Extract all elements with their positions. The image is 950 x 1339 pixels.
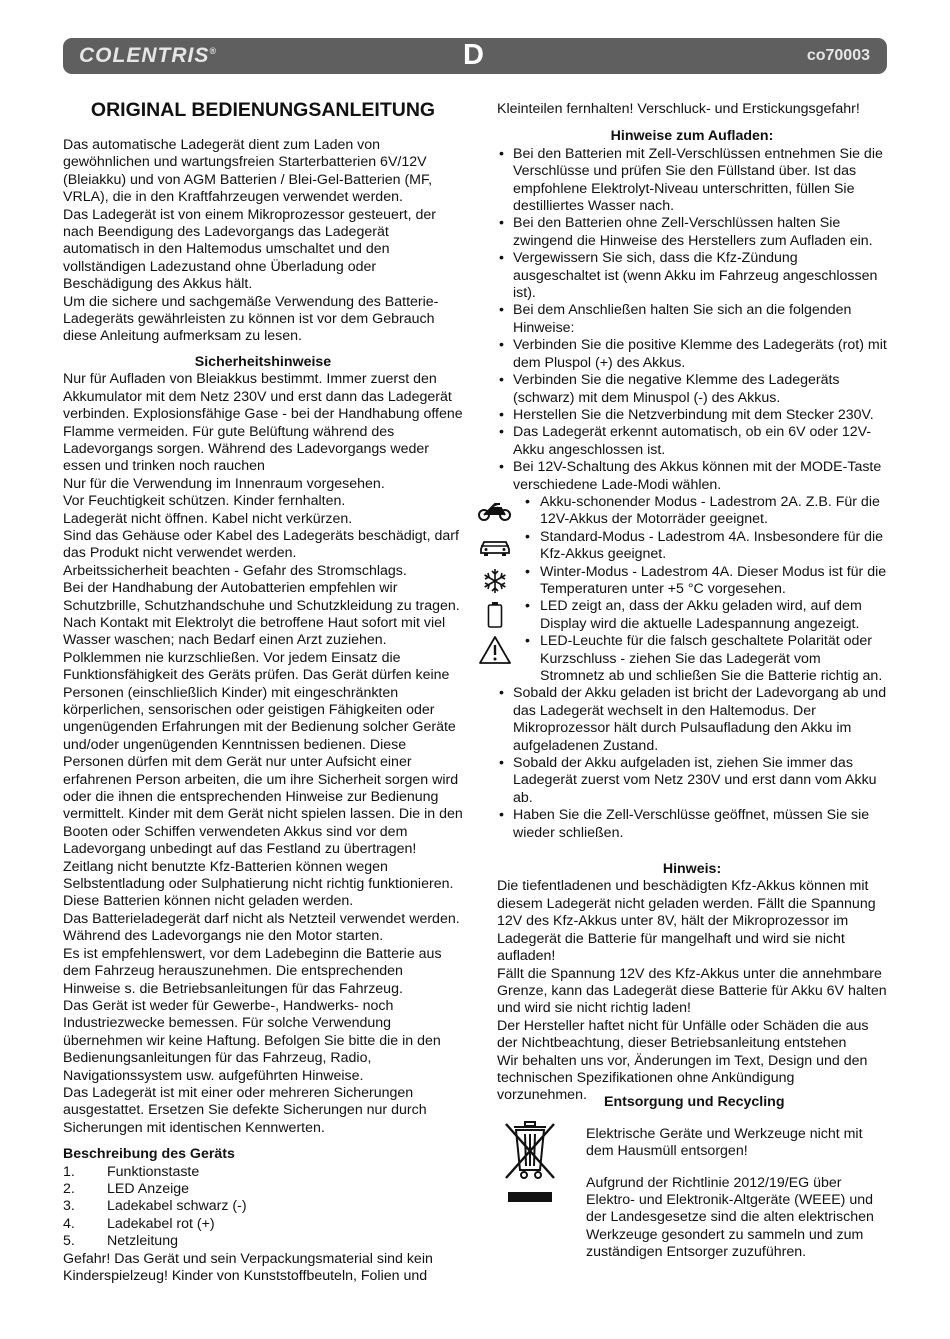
mode-item: • Winter-Modus - Ladestrom 4A. Dieser Modus ist für die Temperaturen unter +5 °C vorgesehen.: [497, 564, 887, 599]
note-paragraph: Der Hersteller haftet nicht für Unfälle oder Schäden die aus der Nichtbeachtung, dieser Betriebsanleitung entstehen: [497, 1017, 869, 1052]
safety-paragraph: Bei der Handhabung der Autobatterien empfehlen wir Schutzbrille, Schutzhandschuhe und Schutzkleidung zu tragen. Nach Kontakt mit Elektrolyt die betroffene Haut sofort mit viel Wasser waschen; nach Bedarf einen Arzt zuziehen.: [63, 580, 460, 649]
device-heading: Beschreibung des Geräts: [63, 1146, 235, 1163]
list-item: • Bei den Batterien mit Zell-Verschlüssen entnehmen Sie die Verschlüsse und prüfen Sie den Füllstand über. Ist das empfohlene Elektrolyt-Niveau unterschritten, füllen Sie destilliertes Wasser nach.: [497, 146, 887, 216]
snowflake-icon: [477, 564, 513, 598]
after-charging-list: [497, 685, 887, 842]
list-item: • Bei 12V-Schaltung des Akkus können mit der MODE-Taste verschiedene Lade-Modi wählen.: [497, 459, 887, 494]
safety-paragraph: Es ist empfehlenswert, vor dem Ladebeginn die Batterie aus dem Fahrzeug herauszunehmen. Die entsprechenden Hinweise s. die Betriebsanleitungen für das Fahrzeug.: [63, 945, 442, 997]
motorcycle-icon: [477, 494, 513, 528]
safety-heading: Sicherheitshinweise: [194, 353, 332, 370]
safety-paragraph: Das Ladegerät ist mit einer oder mehreren Sicherungen ausgestattet. Ersetzen Sie defekte Sicherungen nur durch Sicherungen mit identischen Kennwerten.: [63, 1084, 427, 1136]
list-item: • Bei den Batterien ohne Zell-Verschlüssen halten Sie zwingend die Hinweise des Herstellers zum Aufladen ein.: [497, 215, 887, 250]
list-item: 1. Funktionstaste: [63, 1163, 200, 1180]
intro-paragraph: Das Ladegerät ist von einem Mikroprozessor gesteuert, der nach Beendigung des Ladevorgangs das Ladegerät automatisch in den Haltemodus umschaltet und den vollständigen Ladezustand ohne Überladung oder Beschädigung des Akkus hält.: [63, 206, 436, 293]
danger-paragraph: Gefahr! Das Gerät und sein Verpackungsmaterial sind kein Kinderspielzeug! Kinder von Kunststoffbeuteln, Folien und: [63, 1250, 433, 1284]
list-item: 5. Netzleitung: [63, 1233, 178, 1250]
device-parts-list: [63, 1164, 463, 1251]
mode-list: [497, 494, 887, 685]
mode-item: • Standard-Modus - Ladestrom 4A. Insbesondere für die Kfz-Akkus geeignet.: [497, 529, 887, 564]
safety-paragraph: Sind das Gehäuse oder Kabel des Ladegeräts beschädigt, darf das Produkt nicht verwendet werden.: [63, 527, 459, 562]
list-item: • Bei dem Anschließen halten Sie sich an die folgenden Hinweise:: [497, 302, 887, 337]
disposal-paragraph: Aufgrund der Richtlinie 2012/19/EG über Elektro- und Elektronik-Altgeräte (WEEE) und der Landesgesetze sind die alten elektrischen Werkzeuge gesondert zu sammeln und zum zuständigen Entsorger zuzuführen.: [586, 1174, 874, 1261]
intro-paragraph: Um die sichere und sachgemäße Verwendung des Batterie-Ladegeräts gewährleisten zu können ist vor dem Gebrauch diese Anleitung aufmerksam zu lesen.: [63, 293, 439, 345]
note-paragraph: Fällt die Spannung 12V des Kfz-Akkus unter die annehmbare Grenze, kann das Ladegerät diese Batterie für Akku 6V halten und wird sie nicht richtig laden!: [497, 965, 887, 1017]
safety-paragraph: Das Batterieladegerät darf nicht als Netzteil verwendet werden. Während des Ladevorgangs nie den Motor starten.: [63, 910, 460, 945]
continuation-text: Kleinteilen fernhalten! Verschluck- und Erstickungsgefahr!: [497, 101, 860, 117]
header-bar: [63, 38, 887, 74]
warning-triangle-icon: [477, 633, 513, 667]
car-icon: [477, 529, 513, 563]
safety-paragraph: Nur für die Verwendung im Innenraum vorgesehen.: [63, 475, 385, 492]
charging-heading: Hinweise zum Aufladen:: [610, 128, 774, 145]
brand-logo: COLENTRIS®: [79, 44, 217, 67]
intro-paragraph: Das automatische Ladegerät dient zum Laden von gewöhnlichen und wartungsfreien Starterbatterien 6V/12V (Bleiakku) und von AGM Batterien / Blei-Gel-Batterien (MF, VRLA), die in den Kraftfahrzeugen verwendet werden.: [63, 137, 433, 206]
list-item: • Das Ladegerät erkennt automatisch, ob ein 6V oder 12V-Akku angeschlossen ist.: [497, 424, 887, 459]
list-item: • Haben Sie die Zell-Verschlüsse geöffnet, müssen Sie sie wieder schließen.: [497, 807, 887, 842]
mode-item: • Akku-schonender Modus - Ladestrom 2A. Z.B. Für die 12V-Akkus der Motorräder geeignet.: [497, 494, 887, 529]
right-column: [497, 101, 887, 1105]
list-item: 2. LED Anzeige: [63, 1180, 190, 1197]
note-paragraph: Die tiefentladenen und beschädigten Kfz-Akkus können mit diesem Ladegerät nicht geladen werden. Fällt die Spannung 12V des Kfz-Akkus unter 8V, hält der Mikroprozessor im Ladegerät die Batterie für mangelhaft und wird sie nicht aufladen!: [497, 878, 876, 965]
safety-paragraph: Das Gerät ist weder für Gewerbe-, Handwerks- noch Industriezwecke bemessen. Für solche Verwendung übernehmen wir keine Haftung. Befolgen Sie bitte die in den Bedienungsanleitungen für das Fahrzeug, Radio, Navigationssystem usw. aufgeführten Hinweise.: [63, 997, 441, 1084]
disposal-section: [586, 1094, 886, 1276]
list-item: 4. Ladekabel rot (+): [63, 1215, 215, 1232]
safety-paragraph: Polklemmen nie kurzschließen. Vor jedem Einsatz die Funktionsfähigkeit des Geräts prüfen. Das Gerät dürfen keine Personen (einschließlich Kinder) mit eingeschränkten körperlichen, sensorischen oder geistigen Fähigkeiten oder ungenügenden Erfahrungen mit der Bedienung solcher Geräte und/oder ungenügenden Kenntnissen bedienen. Diese Personen dürfen mit dem Gerät nur unter Aufsicht einer erfahrenen Person arbeiten, die um ihre Sicherheit sorgen wird oder die ihnen die entsprechenden Hinweise zur Bedienung vermittelt. Kinder mit dem Gerät nicht spielen lassen. Die in den Booten oder Schiffen verwendeten Akkus sind vor dem Ladevorgang unbedingt auf das Festland zu übertragen!: [63, 649, 463, 858]
charging-list: [497, 146, 887, 494]
weee-bin-icon: [498, 1118, 562, 1208]
left-column: [63, 98, 463, 1285]
list-item: • Sobald der Akku geladen ist bricht der Ladevorgang ab und das Ladegerät wechselt in den Haltemodus. Der Mikroprozessor hält durch Pulsaufladung den Akku im aufgeladenen Zustand.: [497, 685, 887, 755]
list-item: • Herstellen Sie die Netzverbindung mit dem Stecker 230V.: [497, 407, 887, 424]
safety-paragraph: Ladegerät nicht öffnen. Kabel nicht verkürzen.: [63, 510, 353, 527]
safety-paragraph: Vor Feuchtigkeit schützen. Kinder fernhalten.: [63, 493, 346, 510]
product-code: co70003: [806, 47, 870, 64]
safety-paragraph: Arbeitssicherheit beachten - Gefahr des Stromschlags.: [63, 562, 407, 579]
language-code: D: [463, 39, 484, 71]
disposal-paragraph: Elektrische Geräte und Werkzeuge nicht mit dem Hausmüll entsorgen!: [586, 1125, 863, 1159]
disposal-heading: Entsorgung und Recycling: [604, 1094, 785, 1110]
safety-paragraph: Zeitlang nicht benutzte Kfz-Batterien können wegen Selbstentladung oder Sulphatierung nicht richtig funktionieren. Diese Batterien können nicht geladen werden.: [63, 858, 454, 910]
mode-item: • LED zeigt an, dass der Akku geladen wird, auf dem Display wird die aktuelle Ladespannung angezeigt.: [497, 598, 887, 633]
safety-paragraph: Nur für Aufladen von Bleiakkus bestimmt. Immer zuerst den Akkumulator mit dem Netz 230V und erst dann das Ladegerät verbinden. Explosionsfähige Gase - bei der Handhabung offene Flamme vermeiden. Für gute Belüftung während des Ladevorgangs sorgen. Während des Ladevorgangs weder essen und trinken noch rauchen: [63, 371, 463, 475]
page-title: ORIGINAL BEDIENUNGSANLEITUNG: [90, 99, 436, 121]
list-item: • Verbinden Sie die positive Klemme des Ladegeräts (rot) mit dem Pluspol (+) des Akkus.: [497, 337, 887, 372]
note-paragraph: Wir behalten uns vor, Änderungen im Text, Design und den technischen Spezifikationen ohne Ankündigung vorzunehmen.: [497, 1052, 868, 1104]
list-item: • Vergewissern Sie sich, dass die Kfz-Zündung ausgeschaltet ist (wenn Akku im Fahrzeug angeschlossen ist).: [497, 250, 887, 302]
list-item: • Sobald der Akku aufgeladen ist, ziehen Sie immer das Ladegerät zuerst vom Netz 230V und erst dann vom Akku ab.: [497, 755, 887, 807]
battery-icon: [477, 598, 513, 632]
note-heading: Hinweis:: [662, 861, 722, 878]
list-item: 3. Ladekabel schwarz (-): [63, 1198, 247, 1215]
mode-item: • LED-Leuchte für die falsch geschaltete Polarität oder Kurzschluss - ziehen Sie das Ladegerät vom Stromnetz ab und schließen Sie die Batterie richtig an.: [497, 633, 887, 685]
list-item: • Verbinden Sie die negative Klemme des Ladegeräts (schwarz) mit dem Minuspol (-) des Akkus.: [497, 372, 887, 407]
